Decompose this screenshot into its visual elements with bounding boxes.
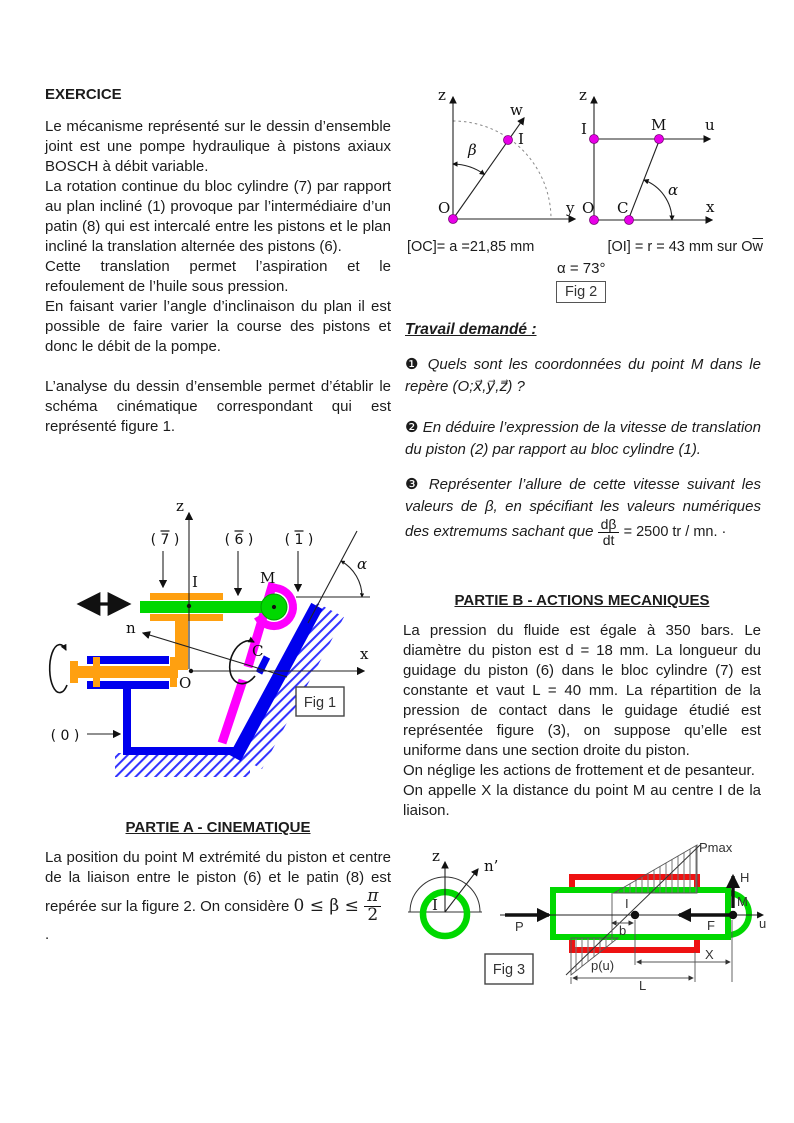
fig1-part-7-label: ( 7 ) [150,532,180,548]
fig3-label-F: F [707,918,715,933]
fig3-label-n-prime: n’ [484,857,499,875]
part-b-block [403,621,761,821]
quarter-circle-arc [453,121,551,219]
fig2-right-label-C: C [617,199,629,217]
fig3-label-L: L [639,978,647,993]
fig2-values-line [407,239,763,255]
intro-paragraph-3: Cette translation permet l’aspiration et le refoulement de l’huile sous pression. [45,258,391,295]
point-I-dot [631,911,639,919]
figure-2-coordinate-diagrams [405,85,765,235]
part-a-sentence: La position du point M extrémité du piston et centre de la liaison entre le piston (6) et le patin (8) est repérée sur la figure 2. On considère [45,849,391,915]
travail-heading: Travail demandé : [405,321,537,338]
intro-paragraph-5: L’analyse du dessin d’ensemble permet d’établir le schéma cinématique correspondant qui est représenté figure 1. [45,378,391,435]
fig2-left-label-beta: β [468,141,477,159]
fig2-right-label-z: z [579,86,587,104]
fig1-part-1-label: ( 1 ) [284,532,314,548]
pi-numerator: π [364,888,381,907]
rotation-arrow-left [50,645,67,693]
fig1-caption: Fig 1 [303,695,337,711]
fig3-label-u: u [759,916,767,931]
fig1-label-I: I [192,573,198,591]
question-3-value: = 2500 tr / mn. · [623,524,727,541]
point-M-dot [272,605,276,609]
fraction-numerator: dβ [598,517,620,533]
fig1-part-0-label: ( 0 ) [50,728,80,744]
fig3-label-X: X [705,947,714,962]
oi-value-prefix: [OI] = r = 43 mm sur O [607,239,753,255]
question-3-bullet: ❸ [405,476,422,493]
intro-paragraph-2: La rotation continue du bloc cylindre (7) par rapport au plan incliné (1) provoque par l’intermédiaire d’un patin (8) qui est intercalé entre les pistons et le plan incliné la translation alternée des pistons (6). [45,178,391,255]
intro-paragraph-1: Le mécanisme représenté sur le dessin d’ensemble joint est une pompe hydraulique à pistons axiaux BOSCH à débit variable. [45,118,391,175]
fig2-right-label-I: I [581,120,587,138]
question-3-text: Représenter l’allure de cette vitesse suivant les valeurs de β, en spécifiant les valeurs numériques des extremums sachant que [405,476,761,541]
fig1-label-x: x [360,645,369,663]
fig3-label-M: M [737,894,748,909]
part-a-heading: PARTIE A - CINEMATIQUE [125,819,311,836]
fig1-part-6-label: ( 6 ) [224,532,254,548]
fig3-label-p-u: p(u) [591,958,615,973]
fig2-left-label-O: O [438,199,451,217]
fig2-right-diagram [579,86,715,225]
fig2-left-label-z: z [438,86,446,104]
fig2-right-label-x: x [706,198,715,216]
fig1-label-O: O [179,674,192,692]
fig2-right-label-O: O [582,199,595,217]
figure-1-kinematic-diagram [30,485,395,800]
beta-domain-formula [293,886,381,925]
fig3-label-p-max: Pmax [699,840,733,855]
oi-value [607,239,763,255]
beta-angle-arc [453,164,485,175]
dbeta-dt-fraction [598,517,620,547]
fig2-right-label-alpha: α [668,181,679,199]
fig3-label-I-section: I [432,896,438,914]
fig3-label-H: H [740,870,750,885]
point-M-dot [655,135,664,144]
oc-value: [OC]= a =21,85 mm [407,239,535,255]
part-b-paragraph-1: La pression du fluide est égale à 350 bars. Le diamètre du piston est d = 18 mm. La longueur du guidage du piston (6) dans le bloc cylindre (7) est constante et vaut L = 40 mm. La répartition de la pression de contact dans le guidage étudié est représentée figure (3), on suppose qu’elle est uniforme dans une section droite du piston. [403,622,761,759]
question-1-bullet: ❶ [405,356,422,373]
question-2-bullet: ❷ [405,419,419,436]
part-a-block [45,848,391,945]
fig2-left-label-y: y [566,199,575,217]
fig2-caption-box: Fig 2 [556,281,606,303]
fig2-left-label-w: w [510,101,523,119]
point-I-dot [504,136,513,145]
question-1 [405,354,761,397]
point-I-dot [187,604,191,608]
point-I-dot [590,135,599,144]
fig2-right-label-M: M [651,116,667,134]
question-3 [405,474,761,547]
intro-paragraph-4: En faisant varier l’angle d’inclinaison du plan il est possible de faire varier la course des pistons et donc le débit de la pompe. [45,298,391,355]
fig3-label-z: z [432,847,440,865]
ground-hatching [115,753,250,777]
CM-line [629,141,659,218]
w-axis [453,118,524,219]
question-1-text: Quels sont les coordonnées du point M dans le repère (O;x⃗,y⃗,z⃗) ? [405,356,761,395]
two-denominator: 2 [367,904,379,925]
fig3-label-P: P [515,919,524,934]
part-a-trailing-dot: . [45,925,50,943]
part-b-heading: PARTIE B - ACTIONS MECANIQUES [454,592,710,609]
question-2 [405,417,761,460]
part-a-text [45,848,391,925]
fig1-label-C: C [252,642,264,660]
origin-O-dot [189,669,193,673]
part-b-paragraph-2: On néglige les actions de frottement et de pesanteur. [403,762,755,779]
fig2-right-label-u: u [705,116,715,134]
fig3-cross-section [408,847,498,936]
pressure-triangle-top [614,845,697,893]
wall-hatching [235,603,344,769]
fig1-label-n: n [126,619,136,637]
fig3-label-b: b [619,923,627,938]
fig2-left-diagram [438,86,575,224]
fig3-caption: Fig 3 [492,962,526,978]
fig1-label-alpha: α [357,555,368,573]
fraction-denominator: dt [602,531,615,548]
inequality: 0 ≤ β ≤ [293,895,359,916]
fig1-label-M: M [260,569,276,587]
alpha-value: α = 73° [557,260,606,277]
intro-block [45,117,391,437]
fig2-left-label-I: I [518,130,524,148]
incline-reference-line [308,531,357,623]
part-b-paragraph-3: On appelle X la distance du point M au centre I de la liaison. [403,782,761,819]
fig1-label-z: z [176,497,184,515]
fig3-label-I: I [625,896,629,911]
oi-w-vector: $\overline{w}$ [752,239,763,255]
figure-3-pressure-diagram [405,832,775,998]
exercice-heading: EXERCICE [45,86,122,103]
point-M-dot [729,911,737,919]
question-2-text: En déduire l’expression de la vitesse de translation du piston (2) par rapport au bloc cylindre (1). [405,419,761,458]
